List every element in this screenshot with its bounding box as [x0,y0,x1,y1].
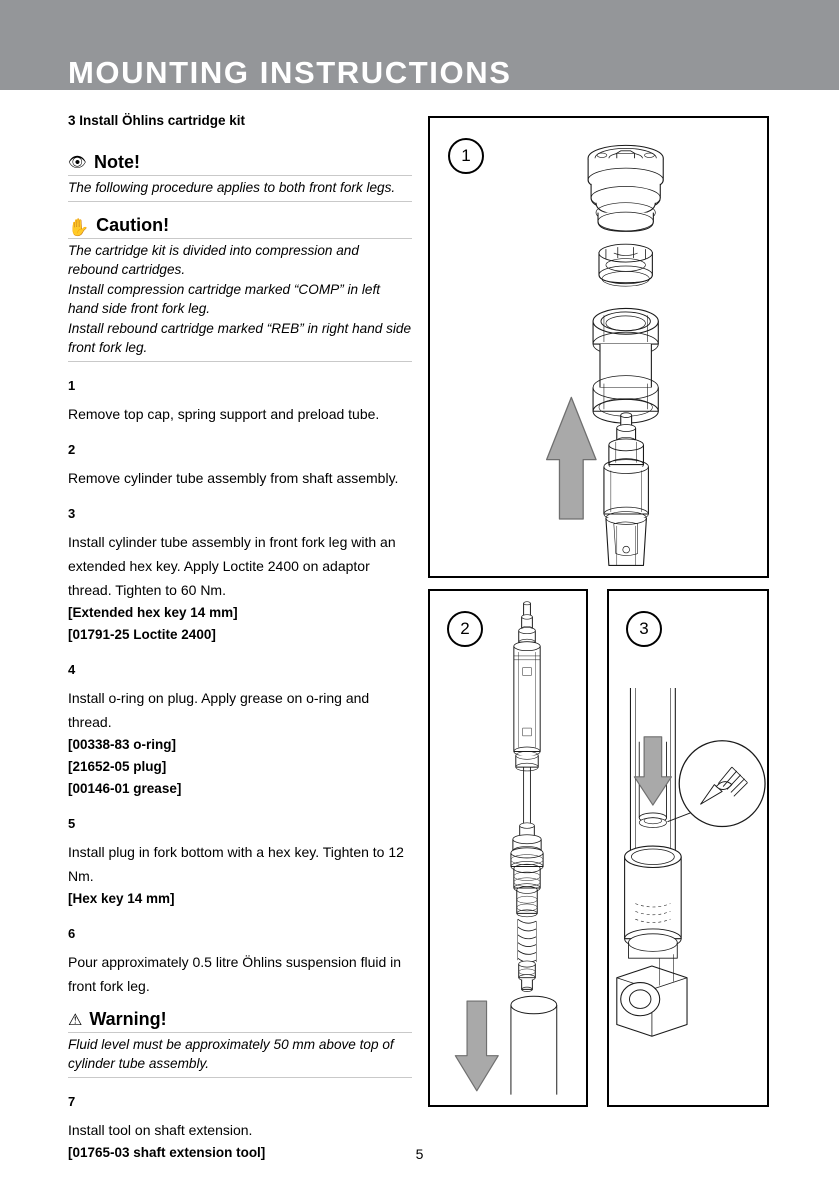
cylinder-tube-part [593,308,658,423]
loctite-applicator-detail-callout [668,741,766,827]
note-callout-header [68,153,412,176]
step-text: Install plug in fork bottom with a hex key. Tighten to 12 Nm. [68,843,404,884]
step-text: Pour approximately 0.5 litre Öhlins suspension fluid in front fork leg. [68,953,402,994]
step-number: 5 [68,815,76,831]
step-part-reference: [00146-01 grease] [68,780,182,796]
step-number: 3 [68,505,76,521]
step-5 [68,814,412,910]
note-callout-body [68,176,412,202]
step-number: 6 [68,925,76,941]
note-text: The following procedure applies to both front fork legs. [68,180,396,195]
caution-text-line: Install rebound cartridge marked “REB” in right hand side front fork leg. [68,320,412,355]
step-part-reference: [Hex key 14 mm] [68,890,175,906]
cartridge-valve-stack [511,823,543,917]
fork-tube [511,996,557,1094]
warning-callout-label: Warning! [89,1008,167,1029]
step-part-reference: [01791-25 Loctite 2400] [68,626,216,642]
step-3 [68,504,412,646]
step-number: 2 [68,441,76,457]
step-part-reference: [00338-83 o-ring] [68,736,177,752]
removal-arrow-down-icon [455,1001,498,1091]
header-band [0,0,839,90]
step-6 [68,924,412,998]
section-title: 3 Install Öhlins cartridge kit [68,113,246,128]
step-part-reference: [01765-03 shaft extension tool] [68,1144,266,1160]
cartridge-shaft [524,767,531,826]
eye-icon: 👁 [68,154,88,171]
cartridge-spring-coil [518,919,537,962]
top-cap-part [588,145,663,231]
warning-text: Fluid level must be approximately 50 mm above top of cylinder tube assembly. [68,1036,394,1071]
caution-callout [68,216,412,362]
figure-1-illustration [430,118,767,576]
step-number: 1 [68,377,76,393]
warning-triangle-icon: ⚠ [68,1011,83,1029]
step-text: Install tool on shaft extension. [68,1121,253,1138]
caution-text-line: The cartridge kit is divided into compression and rebound cartridges. [68,242,359,277]
caution-callout-header [68,216,412,239]
step-1 [68,376,412,426]
warning-callout [68,1010,412,1078]
figure-panel-1 [428,116,769,578]
figure-panel-2 [428,589,588,1107]
step-text: Remove top cap, spring support and preload tube. [68,405,380,422]
step-part-reference: [21652-05 plug] [68,758,167,774]
note-callout-label: Note! [94,152,141,172]
spring-support-part [599,244,652,286]
step-text: Remove cylinder tube assembly from shaft assembly. [68,469,399,486]
figure-badge-2: 2 [447,611,483,647]
step-number: 4 [68,661,76,677]
figure-3-illustration [609,591,767,1105]
caution-text-line: Install compression cartridge marked “COMP” in left hand side front fork leg. [68,281,380,316]
warning-callout-header [68,1010,412,1033]
warning-callout-body [68,1033,412,1078]
figure-badge-1: 1 [448,138,484,174]
page-title: MOUNTING INSTRUCTIONS [68,55,512,90]
page-number: 5 [415,1146,424,1162]
step-4 [68,660,412,800]
shaft-assembly-part [604,413,648,566]
assembly-arrow-up-icon [547,397,596,519]
cartridge-top-stem [519,602,536,646]
caution-callout-label: Caution! [96,214,170,235]
hand-icon: ✋ [68,217,90,237]
step-2 [68,440,412,490]
step-text: Install cylinder tube assembly in front fork leg with an extended hex key. Apply Loctite 2400 on adaptor thread. Tighten to 60 Nm. [68,533,396,598]
note-callout [68,153,412,202]
step-part-reference: [Extended hex key 14 mm] [68,604,238,620]
fork-leg-bottom [617,846,687,1036]
figure-2-illustration [430,591,586,1105]
figure-panel-3 [607,589,769,1107]
figure-badge-3: 3 [626,611,662,647]
caution-callout-body [68,239,412,362]
step-text: Install o-ring on plug. Apply grease on o-ring and thread. [68,689,370,730]
instruction-text-column [68,112,412,1170]
step-number: 7 [68,1093,76,1109]
cartridge-bottom-end [519,961,536,992]
cartridge-upper-body [514,642,540,771]
